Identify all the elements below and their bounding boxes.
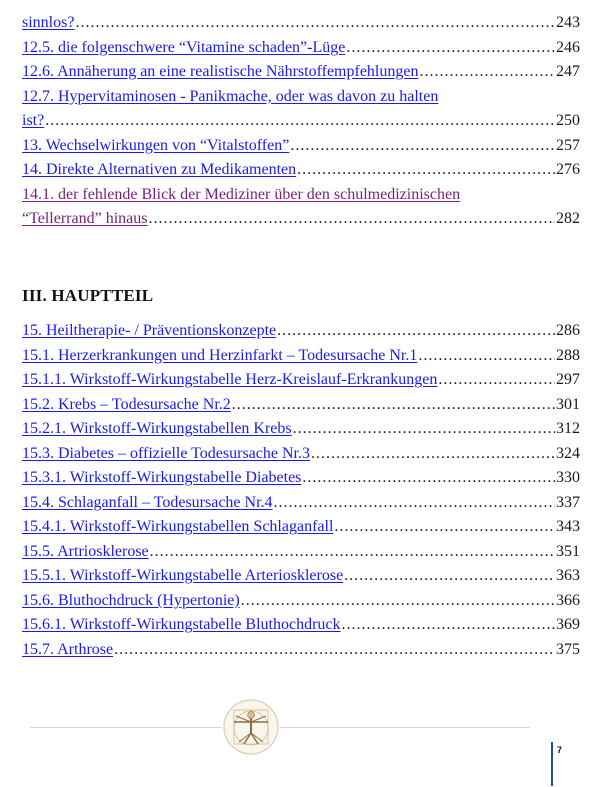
toc-link[interactable]: 15.5.1. Wirkstoff-Wirkungstabelle Arteriosklerose (22, 567, 344, 584)
toc-leader-dots (148, 207, 555, 232)
toc-page-number: 343 (556, 518, 580, 535)
toc-leader-dots (418, 344, 555, 369)
toc-list-main (22, 319, 580, 662)
toc-link[interactable]: 15.5. Artriosklerose (22, 542, 149, 560)
toc-page-number: 301 (556, 395, 580, 413)
toc-link[interactable]: 15.4.1. Wirkstoff-Wirkungstabellen Schlaganfall (22, 518, 334, 535)
toc-entry[interactable] (22, 540, 580, 565)
toc-link[interactable]: 13. Wechselwirkungen von “Vitalstoffen” (22, 136, 290, 154)
toc-link[interactable]: 15.2. Krebs – Todesursache Nr.2 (22, 395, 231, 413)
toc-entry[interactable] (22, 60, 580, 85)
toc-entry[interactable] (22, 442, 580, 467)
toc-link[interactable]: 15. Heiltherapie- / Präventionskonzepte (22, 322, 277, 339)
toc-page-number: 257 (556, 136, 580, 154)
toc-link[interactable]: ist? (22, 112, 45, 129)
toc-link[interactable]: 15.4. Schlaganfall – Todesursache Nr.4 (22, 493, 273, 511)
toc-link[interactable]: “Tellerrand” hinaus (22, 210, 148, 227)
toc-entry-line (22, 109, 580, 134)
toc-entry[interactable] (22, 368, 580, 393)
toc-entry[interactable] (22, 393, 580, 418)
toc-link[interactable]: 14. Direkte Alternativen zu Medikamenten (22, 161, 297, 178)
toc-entry[interactable] (22, 466, 580, 491)
toc-page-number: 286 (556, 322, 580, 339)
toc-leader-dots (293, 417, 555, 442)
toc-page-number: 243 (556, 14, 580, 31)
toc-leader-dots (344, 564, 555, 589)
toc-leader-dots (274, 491, 555, 516)
toc-leader-dots (419, 60, 555, 85)
toc-page-number: 250 (556, 112, 580, 129)
toc-link[interactable]: 15.3. Diabetes – offizielle Todesursache Nr.3 (22, 444, 310, 462)
toc-link[interactable]: 15.7. Arthrose (22, 640, 114, 658)
toc-link[interactable]: 15.1. Herzerkrankungen und Herzinfarkt – Todesursache Nr.1 (22, 346, 418, 364)
toc-link[interactable]: 14.1. der fehlende Blick der Mediziner über den schulmedizinischen (22, 185, 461, 203)
toc-entry[interactable] (22, 85, 580, 134)
toc-entry-line (22, 85, 580, 110)
toc-page-number: 288 (556, 346, 580, 364)
toc-entry[interactable] (22, 491, 580, 516)
toc-page-number: 276 (556, 161, 580, 178)
toc-entry[interactable] (22, 158, 580, 183)
toc-entry[interactable] (22, 515, 580, 540)
toc-leader-dots (438, 368, 555, 393)
toc-page-number: 351 (556, 542, 580, 560)
toc-entry-line (22, 207, 580, 232)
toc-leader-dots (346, 36, 555, 61)
toc-entry[interactable] (22, 134, 580, 159)
toc-page-number: 366 (556, 591, 580, 609)
toc-page-number: 246 (556, 38, 580, 56)
toc-page-number: 363 (556, 567, 580, 584)
section-heading: III. HAUPTTEIL (22, 286, 154, 305)
toc-link[interactable]: 12.7. Hypervitaminosen - Panikmache, oder was davon zu halten (22, 87, 439, 105)
toc-link[interactable]: 15.2.1. Wirkstoff-Wirkungstabellen Krebs (22, 420, 292, 437)
toc-entry[interactable] (22, 613, 580, 638)
page-number: 7 (557, 745, 563, 755)
toc-leader-dots (114, 638, 555, 663)
toc-link[interactable]: 12.6. Annäherung an eine realistische Nährstoffempfehlungen (22, 63, 419, 80)
toc-leader-dots (232, 393, 555, 418)
toc-entry-line (22, 183, 580, 208)
toc-link[interactable]: 12.5. die folgenschwere “Vitamine schaden”-Lüge (22, 38, 346, 56)
toc-entry[interactable] (22, 344, 580, 369)
toc-link[interactable]: sinnlos? (22, 14, 75, 31)
toc-link[interactable]: 15.1.1. Wirkstoff-Wirkungstabelle Herz-Kreislauf-Erkrankungen (22, 371, 438, 388)
toc-leader-dots (277, 319, 555, 344)
toc-page-number: 375 (556, 640, 580, 658)
toc-entry[interactable] (22, 589, 580, 614)
toc-leader-dots (45, 109, 555, 134)
toc-leader-dots (342, 613, 555, 638)
toc-leader-dots (297, 158, 555, 183)
toc-leader-dots (241, 589, 555, 614)
vitruvian-man-icon (222, 698, 280, 756)
toc-entry[interactable] (22, 11, 580, 36)
toc-page-number: 337 (556, 493, 580, 511)
toc-leader-dots (150, 540, 555, 565)
toc-page-number: 297 (556, 371, 580, 388)
toc-link[interactable]: 15.6. Bluthochdruck (Hypertonie) (22, 591, 240, 609)
toc-link[interactable]: 15.6.1. Wirkstoff-Wirkungstabelle Bluthochdruck (22, 616, 341, 633)
toc-page-number: 330 (556, 469, 580, 486)
toc-entry[interactable] (22, 319, 580, 344)
toc-list-upper (22, 11, 580, 232)
toc-page-number: 247 (556, 63, 580, 80)
toc-leader-dots (75, 11, 555, 36)
footer-divider-left (30, 727, 222, 728)
toc-link[interactable]: 15.3.1. Wirkstoff-Wirkungstabelle Diabetes (22, 469, 302, 486)
toc-page-number: 369 (556, 616, 580, 633)
toc-leader-dots (311, 442, 555, 467)
toc-page-number: 282 (556, 210, 580, 227)
toc-leader-dots (334, 515, 555, 540)
footer-divider-right (280, 727, 530, 728)
toc-entry[interactable] (22, 638, 580, 663)
toc-page-number: 312 (556, 420, 580, 437)
toc-leader-dots (302, 466, 555, 491)
page-number-bar (551, 742, 553, 786)
toc-page-number: 324 (556, 444, 580, 462)
toc-entry[interactable] (22, 36, 580, 61)
toc-entry[interactable] (22, 183, 580, 232)
toc-leader-dots (290, 134, 555, 159)
toc-entry[interactable] (22, 564, 580, 589)
toc-entry[interactable] (22, 417, 580, 442)
